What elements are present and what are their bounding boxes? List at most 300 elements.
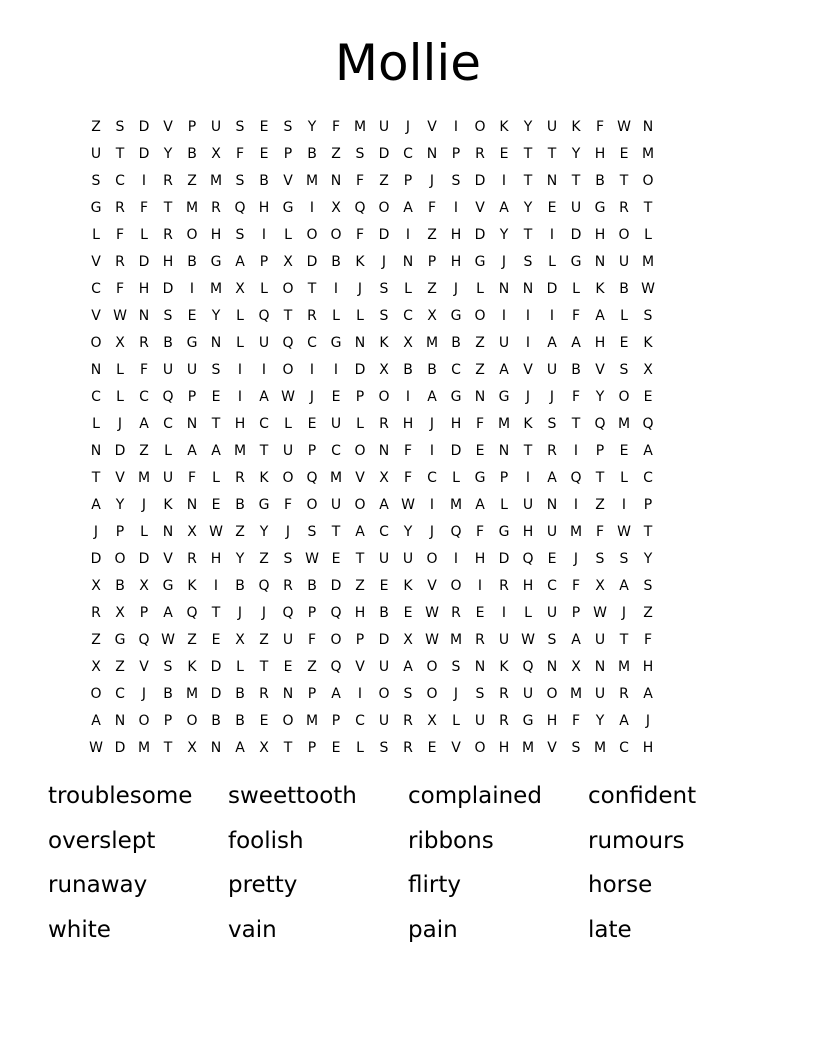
- grid-letter: D: [138, 146, 150, 162]
- grid-letter: B: [235, 713, 245, 729]
- grid-letter: T: [283, 740, 293, 756]
- grid-letter: X: [427, 713, 437, 729]
- grid-letter: D: [570, 227, 582, 243]
- grid-letter: U: [474, 713, 486, 729]
- grid-letter: N: [138, 308, 150, 324]
- grid-letter: L: [500, 497, 508, 513]
- grid-letter: N: [330, 173, 342, 189]
- grid-letter: O: [378, 200, 390, 216]
- grid-letter: C: [619, 740, 629, 756]
- grid-letter: G: [498, 389, 510, 405]
- grid-letter: L: [356, 308, 364, 324]
- grid-letter: F: [571, 578, 581, 594]
- grid-letter: D: [546, 281, 558, 297]
- word-list-item: runaway: [48, 872, 148, 898]
- grid-letter: B: [307, 146, 317, 162]
- grid-letter: S: [403, 686, 413, 702]
- grid-letter: Z: [187, 173, 197, 189]
- grid-letter: A: [139, 416, 149, 432]
- grid-letter: T: [259, 659, 269, 675]
- grid-letter: I: [237, 362, 243, 378]
- grid-letter: M: [185, 200, 199, 216]
- grid-letter: M: [137, 470, 151, 486]
- grid-letter: V: [91, 308, 101, 324]
- grid-letter: G: [162, 578, 174, 594]
- grid-letter: U: [378, 713, 390, 729]
- grid-letter: J: [141, 497, 147, 513]
- grid-letter: D: [114, 443, 126, 459]
- grid-letter: E: [307, 416, 317, 432]
- grid-letter: K: [187, 659, 197, 675]
- grid-letter: E: [427, 740, 437, 756]
- grid-letter: M: [137, 740, 151, 756]
- grid-letter: O: [618, 227, 630, 243]
- grid-row: [84, 600, 732, 627]
- grid-letter: J: [429, 524, 435, 540]
- grid-letter: L: [572, 281, 580, 297]
- grid-letter: R: [139, 335, 149, 351]
- grid-letter: S: [163, 659, 173, 675]
- grid-letter: X: [139, 578, 149, 594]
- grid-letter: L: [644, 227, 652, 243]
- grid-letter: X: [259, 740, 269, 756]
- grid-letter: N: [546, 497, 558, 513]
- grid-letter: L: [332, 308, 340, 324]
- grid-letter: U: [378, 119, 390, 135]
- grid-letter: K: [643, 335, 653, 351]
- grid-letter: G: [330, 335, 342, 351]
- grid-letter: Y: [403, 524, 413, 540]
- grid-letter: C: [115, 173, 125, 189]
- grid-letter: Q: [330, 605, 342, 621]
- grid-letter: V: [283, 173, 293, 189]
- grid-letter: I: [525, 335, 531, 351]
- grid-letter: Z: [187, 632, 197, 648]
- grid-letter: Q: [522, 551, 534, 567]
- grid-letter: S: [91, 173, 101, 189]
- grid-letter: E: [499, 146, 509, 162]
- grid-letter: K: [403, 578, 413, 594]
- grid-letter: P: [283, 146, 293, 162]
- grid-letter: B: [451, 335, 461, 351]
- grid-letter: N: [90, 443, 102, 459]
- grid-letter: A: [91, 713, 101, 729]
- grid-letter: G: [90, 200, 102, 216]
- grid-letter: D: [378, 146, 390, 162]
- word-list-item: troublesome: [48, 783, 193, 809]
- grid-letter: O: [282, 281, 294, 297]
- grid-letter: Z: [139, 443, 149, 459]
- grid-letter: D: [450, 443, 462, 459]
- grid-letter: H: [522, 578, 534, 594]
- grid-letter: R: [619, 686, 629, 702]
- grid-letter: E: [211, 632, 221, 648]
- grid-letter: A: [475, 497, 485, 513]
- word-list-item: rumours: [588, 827, 685, 854]
- grid-letter: F: [595, 119, 605, 135]
- grid-letter: L: [164, 443, 172, 459]
- grid-letter: F: [187, 470, 197, 486]
- grid-letter: J: [405, 119, 411, 135]
- grid-row: [84, 249, 732, 276]
- grid-letter: X: [115, 335, 125, 351]
- grid-letter: Y: [571, 146, 581, 162]
- grid-letter: U: [330, 416, 342, 432]
- grid-letter: H: [522, 524, 534, 540]
- grid-letter: F: [355, 227, 365, 243]
- grid-letter: B: [163, 335, 173, 351]
- word-list-item: confident: [588, 783, 697, 809]
- grid-letter: J: [141, 686, 147, 702]
- grid-letter: D: [138, 254, 150, 270]
- grid-letter: X: [187, 524, 197, 540]
- grid-letter: U: [282, 632, 294, 648]
- grid-letter: A: [499, 362, 509, 378]
- grid-letter: G: [522, 713, 534, 729]
- grid-letter: J: [381, 254, 387, 270]
- grid-letter: Y: [259, 524, 269, 540]
- grid-letter: D: [498, 551, 510, 567]
- grid-letter: N: [474, 659, 486, 675]
- grid-letter: X: [235, 281, 245, 297]
- grid-letter: H: [594, 227, 606, 243]
- grid-letter: I: [429, 497, 435, 513]
- grid-letter: W: [617, 524, 631, 540]
- grid-row: [84, 222, 732, 249]
- grid-letter: C: [547, 578, 557, 594]
- grid-letter: C: [91, 389, 101, 405]
- word-list-item: vain: [228, 916, 277, 943]
- grid-letter: U: [594, 632, 606, 648]
- grid-letter: I: [549, 227, 555, 243]
- grid-letter: P: [595, 443, 605, 459]
- grid-letter: A: [235, 740, 245, 756]
- grid-letter: A: [379, 497, 389, 513]
- grid-letter: G: [258, 497, 270, 513]
- grid-letter: I: [357, 686, 363, 702]
- grid-letter: T: [595, 470, 605, 486]
- grid-letter: O: [642, 173, 654, 189]
- grid-letter: C: [643, 470, 653, 486]
- grid-letter: A: [643, 443, 653, 459]
- grid-letter: O: [546, 686, 558, 702]
- grid-letter: H: [450, 227, 462, 243]
- word-list-item: late: [588, 916, 632, 943]
- grid-letter: R: [499, 686, 509, 702]
- grid-letter: C: [451, 362, 461, 378]
- grid-letter: I: [213, 578, 219, 594]
- grid-letter: N: [210, 740, 222, 756]
- grid-letter: M: [329, 470, 343, 486]
- grid-letter: U: [618, 254, 630, 270]
- grid-letter: S: [211, 362, 221, 378]
- grid-letter: U: [186, 362, 198, 378]
- grid-letter: C: [403, 308, 413, 324]
- grid-letter: P: [331, 713, 341, 729]
- grid-letter: J: [453, 281, 459, 297]
- grid-letter: A: [187, 443, 197, 459]
- grid-row: [84, 573, 732, 600]
- grid-letter: D: [354, 362, 366, 378]
- grid-letter: L: [236, 335, 244, 351]
- grid-letter: K: [355, 254, 365, 270]
- grid-letter: I: [573, 497, 579, 513]
- grid-letter: P: [451, 146, 461, 162]
- grid-letter: P: [307, 605, 317, 621]
- grid-letter: M: [305, 713, 319, 729]
- page-title: Mollie: [334, 34, 482, 92]
- grid-letter: O: [186, 227, 198, 243]
- grid-letter: K: [163, 497, 173, 513]
- grid-letter: N: [354, 335, 366, 351]
- grid-letter: U: [282, 443, 294, 459]
- grid-letter: W: [425, 632, 439, 648]
- grid-letter: O: [474, 119, 486, 135]
- grid-letter: K: [187, 578, 197, 594]
- grid-letter: S: [235, 227, 245, 243]
- grid-letter: F: [475, 524, 485, 540]
- grid-letter: Y: [643, 551, 653, 567]
- grid-letter: Z: [91, 632, 101, 648]
- grid-letter: A: [643, 686, 653, 702]
- grid-letter: C: [355, 713, 365, 729]
- grid-letter: Y: [595, 389, 605, 405]
- grid-row: [84, 654, 732, 681]
- grid-letter: O: [330, 227, 342, 243]
- grid-letter: N: [426, 146, 438, 162]
- grid-letter: F: [475, 416, 485, 432]
- grid-letter: U: [378, 659, 390, 675]
- grid-letter: E: [619, 335, 629, 351]
- grid-row: [84, 411, 732, 438]
- grid-letter: I: [501, 308, 507, 324]
- grid-letter: M: [209, 173, 223, 189]
- grid-letter: T: [163, 200, 173, 216]
- grid-letter: A: [211, 443, 221, 459]
- grid-letter: X: [91, 578, 101, 594]
- grid-letter: M: [233, 443, 247, 459]
- grid-letter: Z: [115, 659, 125, 675]
- grid-letter: S: [451, 173, 461, 189]
- grid-letter: O: [426, 551, 438, 567]
- grid-letter: N: [498, 281, 510, 297]
- grid-letter: K: [499, 119, 509, 135]
- grid-letter: J: [357, 281, 363, 297]
- grid-letter: E: [475, 605, 485, 621]
- grid-letter: S: [235, 173, 245, 189]
- grid-letter: M: [617, 659, 631, 675]
- grid-letter: T: [619, 632, 629, 648]
- grid-letter: N: [642, 119, 654, 135]
- grid-letter: A: [619, 713, 629, 729]
- grid-letter: K: [259, 470, 269, 486]
- grid-letter: T: [211, 416, 221, 432]
- grid-letter: R: [451, 605, 461, 621]
- grid-row: [84, 546, 732, 573]
- grid-letter: G: [570, 254, 582, 270]
- grid-letter: J: [429, 173, 435, 189]
- grid-letter: L: [284, 227, 292, 243]
- grid-letter: D: [378, 227, 390, 243]
- grid-letter: M: [353, 119, 367, 135]
- grid-letter: B: [235, 578, 245, 594]
- grid-letter: F: [331, 119, 341, 135]
- grid-letter: P: [355, 632, 365, 648]
- grid-letter: C: [307, 335, 317, 351]
- grid-row: [84, 627, 732, 654]
- grid-letter: X: [235, 632, 245, 648]
- grid-row: [84, 195, 732, 222]
- grid-letter: V: [163, 551, 173, 567]
- grid-letter: J: [285, 524, 291, 540]
- grid-letter: P: [307, 740, 317, 756]
- grid-letter: P: [427, 254, 437, 270]
- grid-letter: O: [114, 551, 126, 567]
- grid-letter: E: [211, 389, 221, 405]
- grid-letter: R: [379, 416, 389, 432]
- grid-letter: A: [619, 578, 629, 594]
- grid-row: [84, 357, 732, 384]
- grid-letter: X: [283, 254, 293, 270]
- grid-letter: H: [450, 254, 462, 270]
- grid-letter: A: [595, 308, 605, 324]
- grid-letter: I: [501, 605, 507, 621]
- grid-letter: X: [211, 146, 221, 162]
- grid-row: [84, 465, 732, 492]
- grid-letter: E: [259, 146, 269, 162]
- grid-letter: F: [595, 524, 605, 540]
- grid-letter: U: [522, 497, 534, 513]
- grid-letter: V: [427, 578, 437, 594]
- grid-letter: U: [498, 335, 510, 351]
- grid-letter: R: [163, 227, 173, 243]
- grid-letter: O: [138, 713, 150, 729]
- grid-letter: D: [138, 551, 150, 567]
- grid-letter: S: [547, 632, 557, 648]
- grid-letter: A: [331, 686, 341, 702]
- grid-letter: I: [501, 173, 507, 189]
- grid-letter: C: [91, 281, 101, 297]
- grid-letter: H: [234, 416, 246, 432]
- grid-letter: M: [641, 254, 655, 270]
- grid-letter: J: [645, 713, 651, 729]
- grid-letter: N: [282, 686, 294, 702]
- grid-letter: G: [450, 308, 462, 324]
- grid-letter: I: [573, 443, 579, 459]
- grid-letter: E: [547, 551, 557, 567]
- grid-letter: S: [115, 119, 125, 135]
- grid-letter: S: [283, 119, 293, 135]
- grid-letter: I: [525, 308, 531, 324]
- grid-letter: S: [643, 308, 653, 324]
- grid-letter: H: [138, 281, 150, 297]
- grid-letter: M: [617, 416, 631, 432]
- grid-letter: R: [499, 578, 509, 594]
- grid-letter: P: [499, 470, 509, 486]
- grid-letter: I: [405, 227, 411, 243]
- grid-letter: K: [499, 659, 509, 675]
- word-list-item: foolish: [228, 827, 304, 854]
- grid-letter: J: [501, 254, 507, 270]
- grid-letter: M: [497, 416, 511, 432]
- grid-letter: M: [569, 524, 583, 540]
- grid-letter: U: [402, 551, 414, 567]
- grid-letter: H: [450, 416, 462, 432]
- grid-letter: T: [619, 173, 629, 189]
- grid-letter: G: [210, 254, 222, 270]
- grid-letter: S: [523, 254, 533, 270]
- grid-letter: A: [163, 605, 173, 621]
- grid-letter: W: [617, 119, 631, 135]
- grid-letter: A: [571, 632, 581, 648]
- grid-letter: V: [163, 119, 173, 135]
- grid-letter: T: [523, 173, 533, 189]
- grid-letter: X: [379, 470, 389, 486]
- grid-letter: F: [403, 470, 413, 486]
- grid-letter: Q: [354, 200, 366, 216]
- grid-letter: C: [331, 443, 341, 459]
- grid-letter: C: [259, 416, 269, 432]
- grid-letter: F: [115, 281, 125, 297]
- grid-letter: V: [451, 740, 461, 756]
- grid-letter: O: [186, 713, 198, 729]
- grid-letter: I: [477, 578, 483, 594]
- grid-letter: K: [595, 281, 605, 297]
- grid-letter: R: [307, 308, 317, 324]
- grid-letter: D: [210, 659, 222, 675]
- grid-letter: Z: [235, 524, 245, 540]
- grid-letter: B: [331, 254, 341, 270]
- grid-letter: X: [379, 362, 389, 378]
- grid-letter: T: [643, 200, 653, 216]
- grid-letter: Z: [379, 173, 389, 189]
- grid-letter: A: [235, 254, 245, 270]
- grid-letter: L: [92, 227, 100, 243]
- grid-letter: W: [401, 497, 415, 513]
- grid-letter: N: [594, 659, 606, 675]
- grid-letter: F: [427, 200, 437, 216]
- grid-letter: Y: [307, 119, 317, 135]
- grid-letter: H: [210, 227, 222, 243]
- grid-letter: V: [595, 362, 605, 378]
- grid-letter: R: [91, 605, 101, 621]
- grid-letter: N: [114, 713, 126, 729]
- grid-letter: S: [547, 416, 557, 432]
- grid-letter: Z: [595, 497, 605, 513]
- grid-letter: S: [619, 551, 629, 567]
- grid-letter: Y: [523, 119, 533, 135]
- grid-letter: L: [452, 713, 460, 729]
- grid-row: [84, 114, 732, 141]
- grid-letter: O: [618, 389, 630, 405]
- grid-letter: L: [140, 524, 148, 540]
- grid-row: [84, 141, 732, 168]
- grid-letter: K: [571, 119, 581, 135]
- grid-letter: L: [476, 281, 484, 297]
- grid-letter: F: [235, 146, 245, 162]
- grid-letter: N: [522, 281, 534, 297]
- grid-letter: S: [451, 659, 461, 675]
- grid-letter: J: [573, 551, 579, 567]
- grid-letter: R: [547, 443, 557, 459]
- grid-letter: B: [163, 686, 173, 702]
- grid-letter: M: [593, 740, 607, 756]
- grid-letter: Y: [523, 200, 533, 216]
- grid-letter: H: [642, 740, 654, 756]
- grid-letter: Z: [307, 659, 317, 675]
- grid-letter: W: [161, 632, 175, 648]
- grid-letter: P: [115, 524, 125, 540]
